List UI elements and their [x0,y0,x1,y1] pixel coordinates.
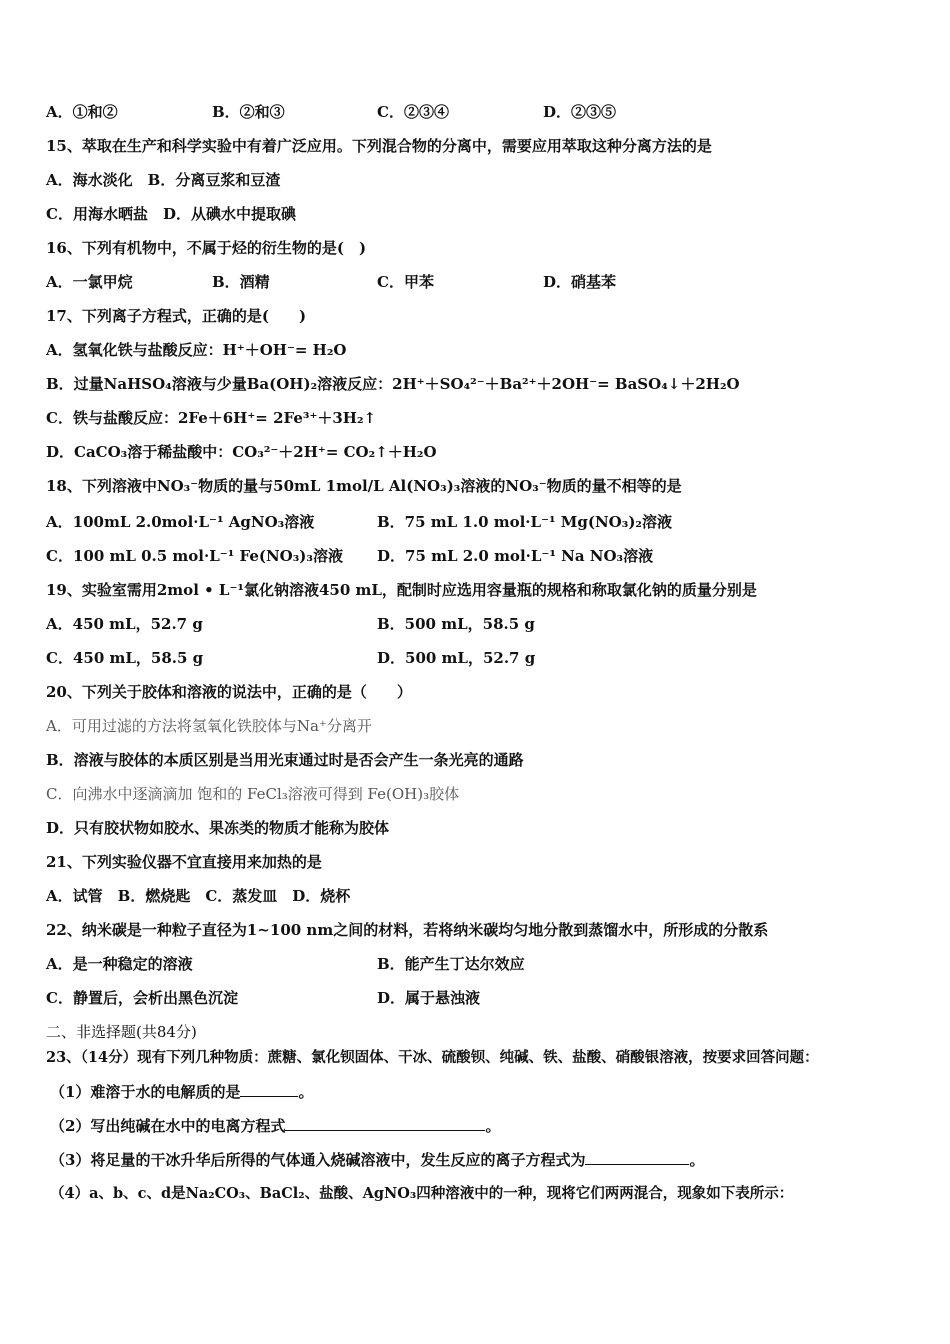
q15-options-2: C．用海水晒盐 D．从碘水中提取碘 [46,205,296,223]
q16-option-c: C．甲苯 [377,273,434,291]
q22-option-c: C．静置后，会析出黑色沉淀 [46,989,238,1007]
q16-stem: 16、下列有机物中，不属于烃的衍生物的是( ) [46,239,367,257]
q22-stem: 22、纳米碳是一种粒子直径为1~100 nm之间的材料，若将纳米碳均匀地分散到蒸馏水中，所形成的分散系 [46,921,769,939]
q23-sub3-text: （3）将足量的干冰升华后所得的气体通入烧碱溶液中，发生反应的离子方程式为 [50,1151,586,1169]
q20-stem: 20、下列关于胶体和溶液的说法中，正确的是（ ） [46,683,412,701]
q17-option-a: A．氢氧化铁与盐酸反应：H⁺＋OH⁻= H₂O [46,341,347,359]
q23-sub2 [50,1116,500,1136]
q23-stem: 23、（14分）现有下列几种物质：蔗糖、氯化钡固体、干冰、硫酸钡、纯碱、铁、盐酸、硝酸银溶液，按要求回答问题： [46,1049,819,1066]
q14-option-b: B．②和③ [212,103,285,121]
q23-sub3-period: 。 [689,1151,705,1169]
q19-option-a: A．450 mL，52.7 g [46,615,203,633]
q23-sub3 [50,1150,704,1170]
q20-option-d: D．只有胶状物如胶水、果冻类的物质才能称为胶体 [46,819,390,837]
q17-option-c: C．铁与盐酸反应：2Fe＋6H⁺= 2Fe³⁺＋3H₂↑ [46,409,377,427]
q20-option-a: A．可用过滤的方法将氢氧化铁胶体与Na⁺分离开 [46,717,372,735]
q16-option-b: B．酒精 [212,273,270,291]
q23-blank-2[interactable] [285,1116,485,1131]
q23-sub1 [50,1082,313,1102]
q22-option-b: B．能产生丁达尔效应 [377,955,525,973]
q19-option-d: D．500 mL，52.7 g [377,649,536,667]
q14-option-a: A．①和② [46,103,118,121]
q23-sub4: （4）a、b、c、d是Na₂CO₃、BaCl₂、盐酸、AgNO₃四种溶液中的一种，现将它们两两混合，现象如下表所示： [50,1185,794,1202]
q19-option-b: B．500 mL，58.5 g [377,615,535,633]
q23-sub2-period: 。 [485,1117,501,1135]
q22-option-a: A．是一种稳定的溶液 [46,955,193,973]
q18-option-a: A．100mL 2.0mol·L⁻¹ AgNO₃溶液 [46,513,315,531]
q22-option-d: D．属于悬浊液 [377,989,481,1007]
q17-stem: 17、下列离子方程式，正确的是( ) [46,307,307,325]
q18-option-b: B．75 mL 1.0 mol·L⁻¹ Mg(NO₃)₂溶液 [377,513,672,531]
q20-option-b: B．溶液与胶体的本质区别是当用光束通过时是否会产生一条光亮的通路 [46,751,524,769]
q14-option-c: C．②③④ [377,103,449,121]
q20-option-c: C．向沸水中逐滴滴加 饱和的 FeCl₃溶液可得到 Fe(OH)₃胶体 [46,785,460,803]
q17-option-d: D．CaCO₃溶于稀盐酸中：CO₃²⁻＋2H⁺= CO₂↑＋H₂O [46,443,437,461]
q18-stem: 18、下列溶液中NO₃⁻物质的量与50mL 1mol/L Al(NO₃)₃溶液的NO₃⁻物质的量不相等的是 [46,477,682,495]
q23-sub1-text: （1）难溶于水的电解质的是 [50,1083,241,1101]
q15-stem: 15、萃取在生产和科学实验中有着广泛应用。下列混合物的分离中，需要应用萃取这种分离方法的是 [46,137,712,155]
q16-option-a: A．一氯甲烷 [46,273,133,291]
q18-option-d: D．75 mL 2.0 mol·L⁻¹ Na NO₃溶液 [377,547,654,565]
q15-options-1: A．海水淡化 B．分离豆浆和豆渣 [46,171,281,189]
q23-blank-3[interactable] [585,1150,689,1165]
q19-stem: 19、实验室需用2mol • L⁻¹氯化钠溶液450 mL，配制时应选用容量瓶的规格和称取氯化钠的质量分别是 [46,581,757,599]
q23-blank-1[interactable] [240,1082,298,1097]
q23-sub1-period: 。 [298,1083,314,1101]
q18-option-c: C．100 mL 0.5 mol·L⁻¹ Fe(NO₃)₃溶液 [46,547,343,565]
q21-options: A．试管 B．燃烧匙 C．蒸发皿 D．烧杯 [46,887,351,905]
q17-option-b: B．过量NaHSO₄溶液与少量Ba(OH)₂溶液反应：2H⁺＋SO₄²⁻＋Ba²⁺＋2OH⁻= BaSO₄↓＋2H₂O [46,375,740,393]
q21-stem: 21、下列实验仪器不宜直接用来加热的是 [46,853,322,871]
q14-option-d: D．②③⑤ [543,103,617,121]
q16-option-d: D．硝基苯 [543,273,617,291]
section-title: 二、非选择题(共84分) [46,1023,197,1041]
q23-sub2-text: （2）写出纯碱在水中的电离方程式 [50,1117,286,1135]
q19-option-c: C．450 mL，58.5 g [46,649,204,667]
